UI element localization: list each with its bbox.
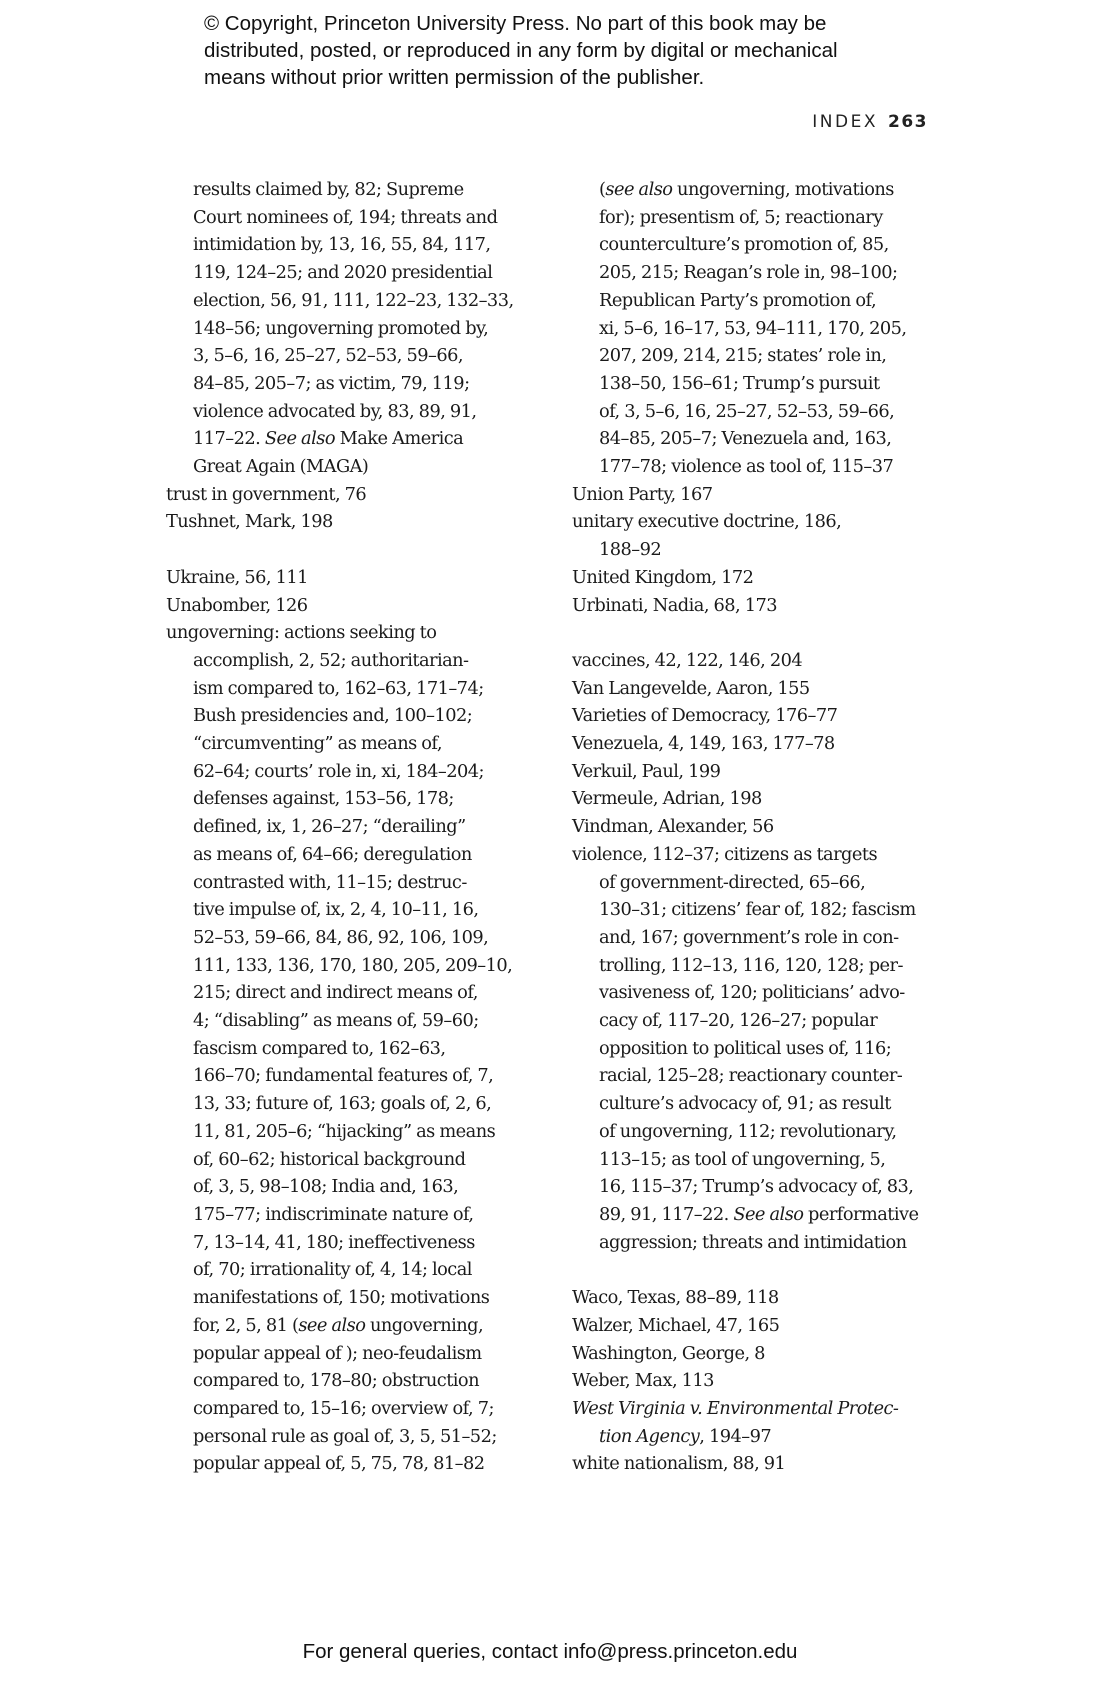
- entry-line: 84–85, 205–7; Venezuela and, 163,: [599, 428, 892, 450]
- index-column-left: [166, 176, 534, 1478]
- entry-line: intimidation by, 13, 16, 55, 84, 117,: [193, 234, 491, 256]
- entry-line: manifestations of, 150; motivations: [193, 1287, 490, 1309]
- running-head-label: INDEX: [812, 112, 878, 132]
- index-entry: Tushnet, Mark, 198: [166, 511, 333, 533]
- entry-line: 130–31; citizens’ fear of, 182; fascism: [599, 899, 916, 921]
- letter-group-gap: [572, 619, 942, 647]
- entry-subentries: [166, 647, 534, 1478]
- running-head: [812, 112, 928, 132]
- index-entry: trust in government, 76: [166, 483, 367, 505]
- index-entry: Union Party, 167: [572, 483, 713, 505]
- entry-line: 207, 209, 214, 215; states’ role in,: [599, 345, 887, 367]
- index-entry: Venezuela, 4, 149, 163, 177–78: [572, 733, 835, 755]
- index-column-right: [572, 176, 942, 1478]
- index-entry: Vindman, Alexander, 56: [572, 816, 774, 838]
- index-entry: Varieties of Democracy, 176–77: [572, 705, 838, 727]
- entry-line: 113–15; as tool of ungoverning, 5,: [599, 1148, 886, 1170]
- copyright-line: distributed, posted, or reproduced in any form by digital or mechanical: [204, 39, 838, 62]
- entry-text: 117–22.: [193, 428, 265, 450]
- entry-line: popular appeal of ); neo-feudalism: [193, 1342, 482, 1364]
- entry-line: compared to, 178–80; obstruction: [193, 1370, 479, 1392]
- entry-text: , 194–97: [699, 1425, 772, 1447]
- index-entry: Verkuil, Paul, 199: [572, 760, 721, 782]
- entry-line: 13, 33; future of, 163; goals of, 2, 6,: [193, 1093, 492, 1115]
- index-entry: Urbinati, Nadia, 68, 173: [572, 594, 778, 616]
- entry-line: as means of, 64–66; deregulation: [193, 843, 472, 865]
- index-entry-west-virginia: [572, 1395, 942, 1450]
- page-number: 263: [888, 112, 928, 132]
- entry-heading: unitary executive doctrine, 186,: [572, 511, 842, 533]
- index-entry: Walzer, Michael, 47, 165: [572, 1314, 780, 1336]
- entry-line: tive impulse of, ix, 2, 4, 10–11, 16,: [193, 899, 479, 921]
- entry-line: 119, 124–25; and 2020 presidential: [193, 262, 493, 284]
- copyright-line: means without prior written permission of the publisher.: [204, 66, 705, 89]
- case-title: West Virginia v. Environmental Protec-: [572, 1397, 899, 1419]
- entry-line: culture’s advocacy of, 91; as result: [599, 1093, 891, 1115]
- entry-line: 148–56; ungoverning promoted by,: [193, 317, 489, 339]
- entry-line: results claimed by, 82; Supreme: [193, 179, 464, 200]
- entry-line: 138–50, 156–61; Trump’s pursuit: [599, 372, 880, 394]
- entry-text: Make America: [334, 428, 464, 450]
- entry-line: 52–53, 59–66, 84, 86, 92, 106, 109,: [193, 926, 489, 948]
- entry-heading: [572, 1395, 942, 1423]
- entry-text: 89, 91, 117–22.: [599, 1204, 734, 1225]
- entry-line: fascism compared to, 162–63,: [193, 1037, 446, 1059]
- entry-line: of ungoverning, 112; revolutionary,: [599, 1120, 897, 1142]
- entry-line: xi, 5–6, 16–17, 53, 94–111, 170, 205,: [599, 317, 907, 339]
- letter-group-gap: [572, 1256, 942, 1284]
- entry-text: (: [599, 179, 606, 200]
- entry-line: of, 3, 5–6, 16, 25–27, 52–53, 59–66,: [599, 400, 895, 422]
- entry-line: 188–92: [599, 539, 662, 561]
- entry-line: 166–70; fundamental features of, 7,: [193, 1065, 494, 1087]
- entry-line: violence advocated by, 83, 89, 91,: [193, 400, 477, 422]
- entry-line: and, 167; government’s role in con-: [599, 926, 899, 948]
- entry-line: compared to, 15–16; overview of, 7;: [193, 1397, 494, 1419]
- entry-line: trolling, 112–13, 116, 120, 128; per-: [599, 954, 903, 976]
- entry-line: for); presentism of, 5; reactionary: [599, 206, 883, 228]
- index-entry: Vermeule, Adrian, 198: [572, 788, 762, 810]
- entry-line: counterculture’s promotion of, 85,: [599, 234, 889, 256]
- entry-text: performative: [803, 1204, 919, 1225]
- entry-line: Bush presidencies and, 100–102;: [193, 705, 473, 727]
- index-entry: Waco, Texas, 88–89, 118: [572, 1287, 779, 1309]
- index-entry: Ukraine, 56, 111: [166, 566, 308, 588]
- entry-line: popular appeal of, 5, 75, 78, 81–82: [193, 1453, 485, 1475]
- index-entry-violence: [572, 841, 942, 1257]
- entry-text: ungoverning, motivations: [672, 179, 894, 200]
- entry-line: 62–64; courts’ role in, xi, 184–204;: [193, 760, 484, 782]
- entry-line: 177–78; violence as tool of, 115–37: [599, 456, 894, 478]
- entry-line: Court nominees of, 194; threats and: [193, 206, 498, 228]
- entry-line: 111, 133, 136, 170, 180, 205, 209–10,: [193, 954, 513, 976]
- index-entry: [572, 508, 942, 563]
- entry-line: cacy of, 117–20, 126–27; popular: [599, 1010, 878, 1032]
- entry-line: 215; direct and indirect means of,: [193, 982, 478, 1004]
- entry-line: [599, 176, 942, 204]
- entry-line: contrasted with, 11–15; destruc-: [193, 871, 467, 893]
- see-also-ref: see also: [298, 1314, 366, 1336]
- entry-line: of government-directed, 65–66,: [599, 871, 866, 893]
- entry-line: of, 60–62; historical background: [193, 1148, 466, 1170]
- entry-line: 3, 5–6, 16, 25–27, 52–53, 59–66,: [193, 345, 463, 367]
- entry-text: ungoverning,: [365, 1314, 484, 1336]
- entry-line: 4; “disabling” as means of, 59–60;: [193, 1010, 479, 1032]
- entry-line: 84–85, 205–7; as victim, 79, 119;: [193, 372, 470, 394]
- entry-line: election, 56, 91, 111, 122–23, 132–33,: [193, 289, 514, 311]
- index-entry-ungoverning: [166, 619, 534, 1478]
- entry-line: 16, 115–37; Trump’s advocacy of, 83,: [599, 1176, 914, 1198]
- entry-line: ism compared to, 162–63, 171–74;: [193, 677, 484, 699]
- index-entry: vaccines, 42, 122, 146, 204: [572, 649, 803, 671]
- entry-line: [193, 425, 534, 453]
- entry-line: personal rule as goal of, 3, 5, 51–52;: [193, 1425, 497, 1447]
- index-entry-ungoverning-continued: [572, 176, 942, 481]
- entry-line: aggression; threats and intimidation: [599, 1231, 907, 1253]
- entry-line: [193, 1312, 534, 1340]
- entry-line: Great Again (MAGA): [193, 456, 369, 478]
- index-entry: Van Langevelde, Aaron, 155: [572, 677, 810, 699]
- entry-line: “circumventing” as means of,: [193, 733, 442, 755]
- index-entry: Washington, George, 8: [572, 1342, 765, 1364]
- index-entry-trump-continued: [166, 176, 534, 481]
- entry-heading: violence, 112–37; citizens as targets: [572, 843, 878, 865]
- copyright-notice: [204, 10, 964, 91]
- index-entry: white nationalism, 88, 91: [572, 1453, 786, 1475]
- entry-text: for, 2, 5, 81 (: [193, 1314, 299, 1336]
- entry-line: Republican Party’s promotion of,: [599, 289, 877, 311]
- footer-contact: For general queries, contact info@press.princeton.edu: [302, 1640, 798, 1663]
- entry-line: vasiveness of, 120; politicians’ advo-: [599, 982, 905, 1004]
- letter-group-gap: [166, 536, 534, 564]
- entry-line: opposition to political uses of, 116;: [599, 1037, 892, 1059]
- entry-line: of, 70; irrationality of, 4, 14; local: [193, 1259, 472, 1281]
- index-entry: Weber, Max, 113: [572, 1370, 714, 1392]
- entry-subentries: [572, 869, 942, 1257]
- entry-line: of, 3, 5, 98–108; India and, 163,: [193, 1176, 459, 1198]
- index-entry: Unabomber, 126: [166, 594, 308, 616]
- entry-line: 11, 81, 205–6; “hijacking” as means: [193, 1120, 496, 1142]
- copyright-line: © Copyright, Princeton University Press. No part of this book may be: [204, 12, 827, 35]
- entry-line: 205, 215; Reagan’s role in, 98–100;: [599, 262, 898, 284]
- entry-heading: ungoverning: actions seeking to: [166, 622, 437, 644]
- index-entry: United Kingdom, 172: [572, 566, 754, 588]
- see-also-ref: See also: [733, 1204, 804, 1225]
- see-also-ref: See also: [264, 428, 335, 450]
- entry-line: defenses against, 153–56, 178;: [193, 788, 454, 810]
- entry-line: 175–77; indiscriminate nature of,: [193, 1204, 474, 1225]
- entry-line: racial, 125–28; reactionary counter-: [599, 1065, 903, 1087]
- entry-line: defined, ix, 1, 26–27; “derailing”: [193, 816, 466, 838]
- entry-line: [572, 1423, 942, 1451]
- case-title: tion Agency: [599, 1425, 700, 1447]
- see-also-ref: see also: [605, 179, 673, 200]
- entry-line: 7, 13–14, 41, 180; ineffectiveness: [193, 1231, 475, 1253]
- entry-line: accomplish, 2, 52; authoritarian-: [193, 649, 469, 671]
- entry-line: [599, 1201, 942, 1229]
